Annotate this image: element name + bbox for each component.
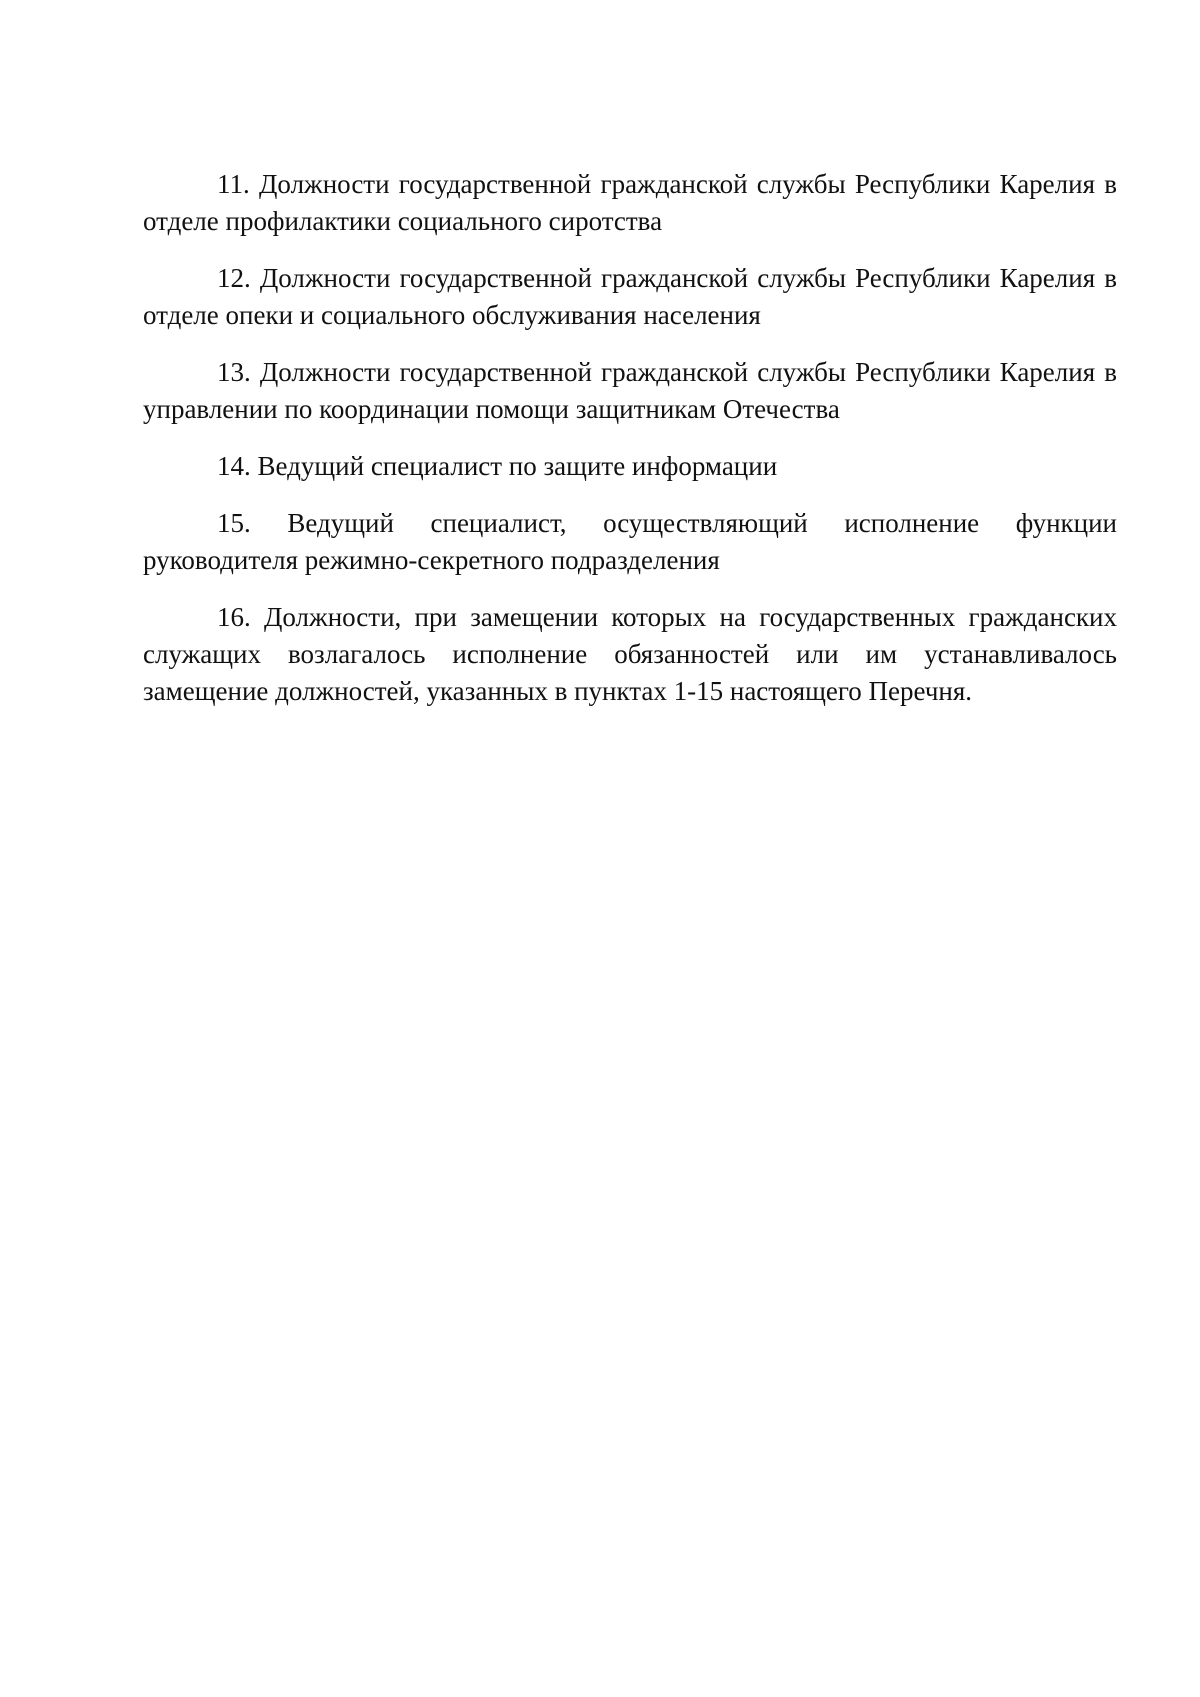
item-number: 13. — [217, 357, 251, 387]
item-text: Должности государственной гражданской службы Республики Карелия в отделе опеки и социального обслуживания населения — [143, 263, 1117, 330]
item-text: Ведущий специалист по защите информации — [257, 451, 778, 481]
item-number: 11. — [217, 169, 250, 199]
list-body — [143, 166, 1117, 730]
list-item-11 — [143, 166, 1117, 240]
list-item-14 — [143, 448, 1117, 485]
item-text: Ведущий специалист, осуществляющий исполнение функции руководителя режимно-секретного подразделения — [143, 508, 1117, 575]
item-number: 16. — [217, 602, 251, 632]
item-number: 14. — [217, 451, 251, 481]
list-item-13 — [143, 354, 1117, 428]
item-text: Должности государственной гражданской службы Республики Карелия в отделе профилактики социального сиротства — [143, 169, 1118, 236]
list-item-12 — [143, 260, 1117, 334]
item-number: 15. — [217, 508, 251, 538]
item-number: 12. — [217, 263, 251, 293]
item-text: Должности, при замещении которых на государственных гражданских служащих возлагалось исполнение обязанностей или им устанавливалось замещение должностей, указанных в пунктах 1-15 настоящего Перечня. — [143, 602, 1117, 706]
item-text: Должности государственной гражданской службы Республики Карелия в управлении по координации помощи защитникам Отечества — [143, 357, 1117, 424]
list-item-15 — [143, 505, 1117, 579]
list-item-16 — [143, 599, 1117, 710]
